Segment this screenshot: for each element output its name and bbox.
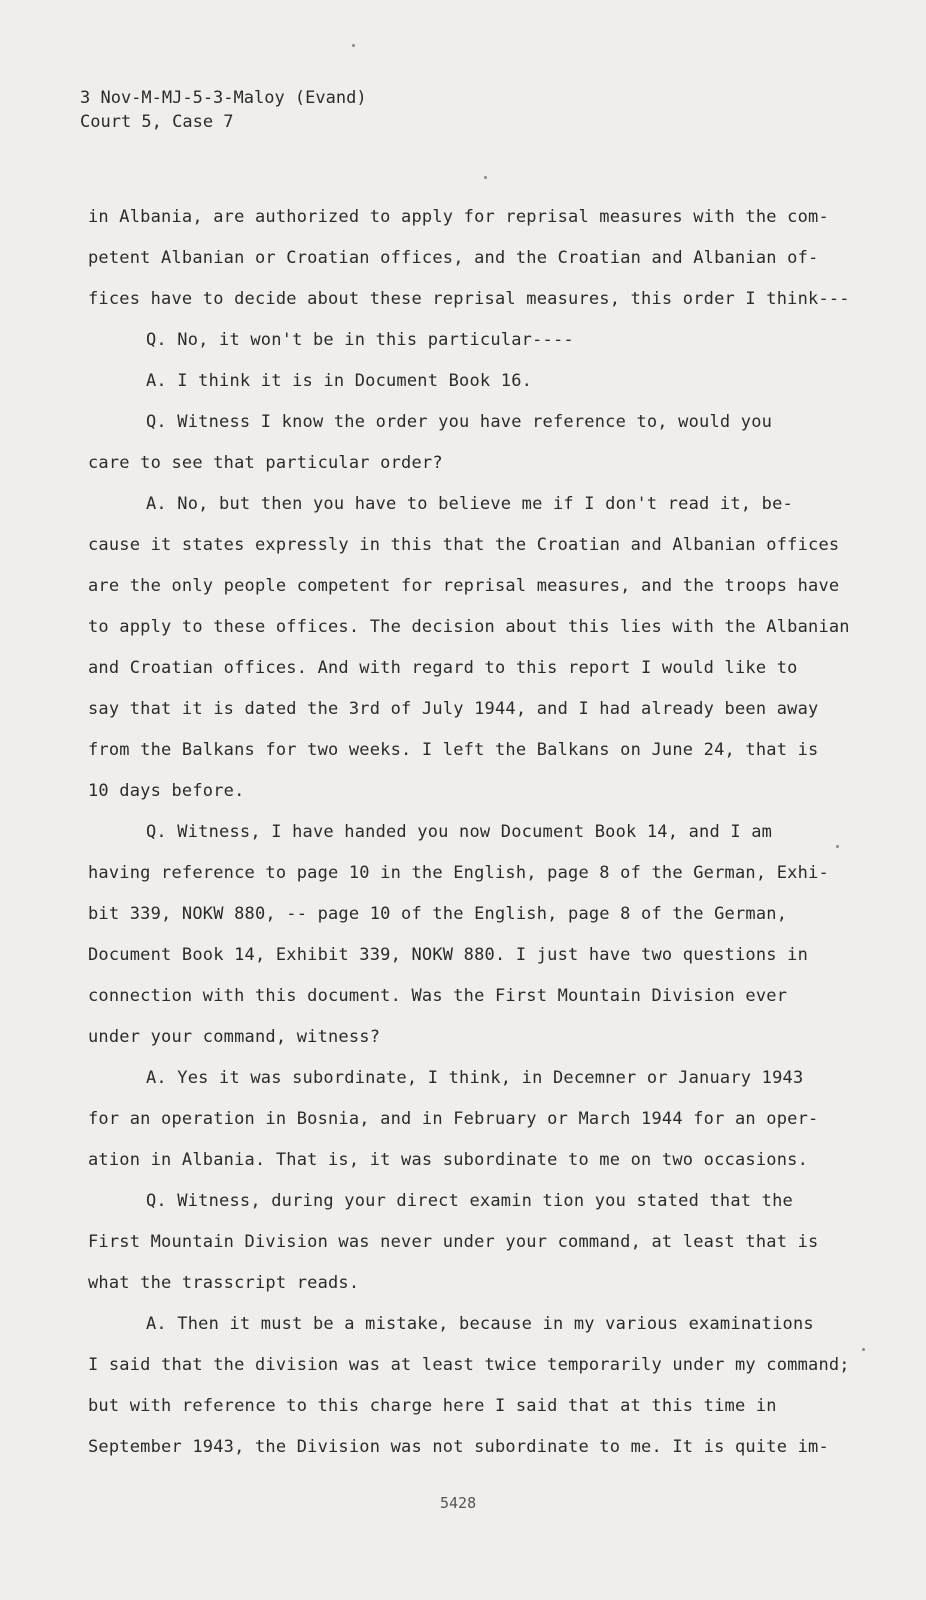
text-line: Document Book 14, Exhibit 339, NOKW 880. I just have two questions in [88,945,809,965]
paper-speck [836,845,839,848]
text-line: ation in Albania. That is, it was subordinate to me on two occasions. [88,1150,809,1170]
text-line: under your command, witness? [88,1027,381,1047]
text-line: to apply to these offices. The decision about this lies with the Albanian [88,617,850,637]
text-line: I said that the division was at least twice temporarily under my command; [88,1355,850,1375]
text-line: but with reference to this charge here I said that at this time in [88,1396,777,1416]
text-line: connection with this document. Was the First Mountain Division ever [88,986,788,1006]
text-line: for an operation in Bosnia, and in February or March 1944 for an oper- [88,1109,819,1129]
paragraph-first-line: A. Yes it was subordinate, I think, in Decemner or January 1943 [146,1068,804,1088]
text-line: cause it states expressly in this that the Croatian and Albanian offices [88,535,840,555]
transcript-body [88,197,858,1468]
paper-speck [484,176,487,179]
text-line: petent Albanian or Croatian offices, and the Croatian and Albanian of- [88,248,819,268]
text-line: September 1943, the Division was not subordinate to me. It is quite im- [88,1437,829,1457]
text-line: say that it is dated the 3rd of July 1944, and I had already been away [88,699,819,719]
text-line: are the only people competent for reprisal measures, and the troops have [88,576,840,596]
header-reference-line: 3 Nov-M-MJ-5-3-Maloy (Evand) [80,88,367,108]
paragraph-first-line: A. No, but then you have to believe me if I don't read it, be- [146,494,793,514]
paper-speck [352,44,355,47]
paragraph-first-line: Q. No, it won't be in this particular---- [146,330,574,350]
paragraph-first-line: Q. Witness, I have handed you now Document Book 14, and I am [146,822,773,842]
text-line: and Croatian offices. And with regard to this report I would like to [88,658,798,678]
text-line: having reference to page 10 in the English, page 8 of the German, Exhi- [88,863,829,883]
paragraph-first-line: Q. Witness, during your direct examin tion you stated that the [146,1191,793,1211]
text-line: care to see that particular order? [88,453,443,473]
text-line: what the trasscript reads. [88,1273,360,1293]
text-line: bit 339, NOKW 880, -- page 10 of the English, page 8 of the German, [88,904,788,924]
text-line: in Albania, are authorized to apply for reprisal measures with the com- [88,207,829,227]
text-line: fices have to decide about these reprisal measures, this order I think--- [88,289,850,309]
paragraph-first-line: A. Then it must be a mistake, because in my various examinations [146,1314,814,1334]
text-line: First Mountain Division was never under your command, at least that is [88,1232,819,1252]
document-header [80,86,367,134]
paragraph-first-line: A. I think it is in Document Book 16. [146,371,533,391]
paragraph-first-line: Q. Witness I know the order you have reference to, would you [146,412,773,432]
header-court-line: Court 5, Case 7 [80,112,234,132]
text-line: from the Balkans for two weeks. I left the Balkans on June 24, that is [88,740,819,760]
page-number: 5428 [440,1494,477,1512]
text-line: 10 days before. [88,781,245,801]
paper-speck [862,1348,865,1351]
